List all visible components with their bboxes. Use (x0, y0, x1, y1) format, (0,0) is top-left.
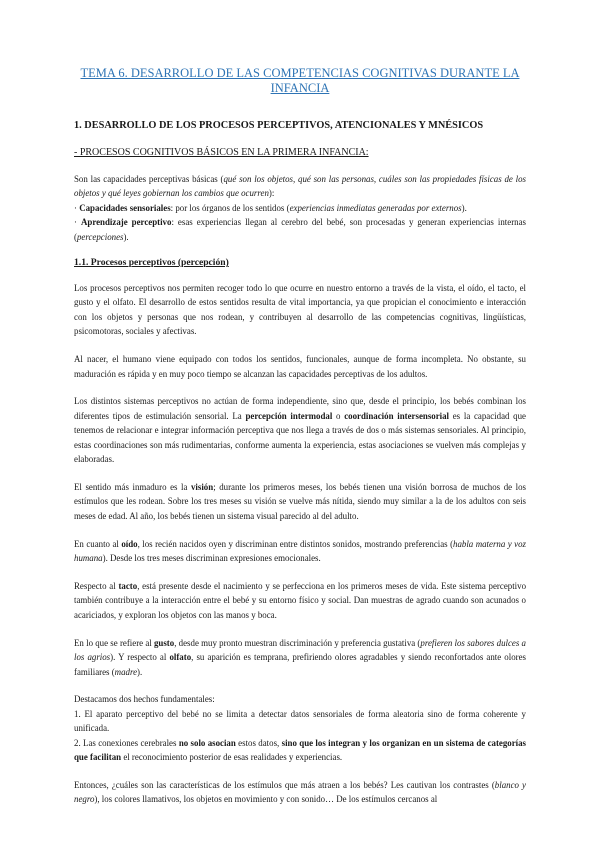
bullet-marker: · (74, 202, 80, 213)
bullet-text: : esas experiencias llegan al cerebro del bebé, son procesadas y generan experiencias internas ( (74, 217, 526, 242)
text: Los distintos sistemas perceptivos no actúan de forma independiente, sino que, desde el principio, los bebés combinan los diferentes tipos de estimulación sensorial. La (74, 396, 526, 421)
paragraph-fundamental-facts (74, 692, 526, 764)
term-tacto: tacto (118, 581, 138, 592)
text: Entonces, ¿cuáles son las características de los estímulos que más atraen a los bebés? Les cautivan los contrastes ( (74, 780, 495, 790)
bullet-capacidades-sensoriales (74, 201, 526, 215)
facts-intro: Destacamos dos hechos fundamentales: (74, 694, 215, 705)
paragraph-stimuli (74, 778, 526, 807)
text: estos datos, (235, 737, 282, 748)
bullet-italic: percepciones (76, 231, 124, 242)
italic-text: habla materna y voz humana (74, 538, 526, 564)
text: Respecto al (74, 581, 119, 592)
text: ), los colores llamativos, los objetos en movimiento y con sonido… De los estímulos cercanos al (94, 794, 438, 805)
text: En cuanto al (74, 538, 122, 549)
bullet-text: : por los órganos de los sentidos ( (170, 202, 290, 213)
paragraph-hearing (74, 537, 526, 566)
term-coordinacion-intersensorial: coordinación intersensorial (344, 410, 450, 421)
italic-text: prefieren los sabores dulces a los agrios (74, 637, 526, 663)
bullet-end: ). (461, 202, 467, 213)
paragraph-at-birth: Al nacer, el humano viene equipado con todos los sentidos, funcionales, aunque de forma incompleta. No obstante, su maduración es rápida y en muy poco tiempo se alcanzan las capacidades perceptivas de los adultos. (74, 354, 526, 379)
intro-paragraph (74, 172, 526, 201)
term-capacidades-sensoriales: Capacidades sensoriales (79, 202, 171, 213)
italic-text: madre (114, 666, 138, 677)
bold-text: no solo asocian (178, 737, 236, 748)
text: ). Desde los tres meses discriminan expresiones emocionales. (102, 553, 321, 564)
text: o (332, 410, 345, 421)
text: ). Y respecto al (110, 652, 170, 663)
text: En lo que se refiere al (74, 637, 154, 648)
term-oido: oído (121, 538, 138, 549)
document-title: TEMA 6. DESARROLLO DE LAS COMPETENCIAS COGNITIVAS DURANTE LA INFANCIA (80, 66, 520, 95)
fact-item-1: 1. El aparato perceptivo del bebé no se limita a detectar datos sensoriales de forma aleatoria sino de forma coherente y unificada. (74, 708, 526, 734)
bullet-italic: experiencias inmediatas generadas por externos (289, 202, 462, 213)
text: El sentido más inmaduro es la (74, 482, 191, 492)
italic-text: blanco y negro (74, 780, 526, 805)
fact-item-2 (74, 736, 526, 765)
term-aprendizaje-perceptivo: Aprendizaje perceptivo (80, 217, 172, 228)
text: , su aparición es temprana, prefiriendo olores agradables y siendo reconfortados ante olores familiares ( (74, 652, 526, 677)
paragraph-intermodal (74, 394, 526, 466)
text: es la capacidad que tenemos de relacionar e integrar información perceptiva que nos llega a través de dos o más sistemas sensoriales. Al principio, estas coordinaciones son más rudimentarias, conforme aumenta la experiencia, estas asociaciones se vuelven más complejas y elaboradas. (74, 410, 526, 465)
bold-text: sino que los integran y los organizan en un sistema de categorías que facilitan (74, 737, 527, 763)
bullet-aprendizaje-perceptivo (74, 215, 526, 244)
section-1-heading: 1. DESARROLLO DE LOS PROCESOS PERCEPTIVOS, ATENCIONALES Y MNÉSICOS (74, 120, 484, 131)
intro-text: Son las capacidades perceptivas básicas ( (74, 174, 224, 184)
text: , los recién nacidos oyen y discriminan entre distintos sonidos, mostrando preferencias ( (137, 538, 454, 549)
text: , desde muy pronto muestran discriminación y preferencia gustativa ( (174, 637, 421, 648)
text: ; durante los primeros meses, los bebés tienen una visión borrosa de muchos de los estímulos que les rodean. Sobre los tres meses su visión se vuelve más nítida, siendo muy similar a la de los adultos con seis meses de edad. Al año, los bebés tienen un sistema visual parecido al del adulto. (74, 482, 526, 521)
subheading-basic-processes: - PROCESOS COGNITIVOS BÁSICOS EN LA PRIMERA INFANCIA: (74, 147, 369, 158)
term-vision: visión (190, 482, 214, 492)
text: ). (137, 666, 143, 677)
paragraph-taste-smell (74, 636, 526, 679)
intro-italic: qué son los objetos, qué son las personas, cuáles son las propiedades físicas de los objetos y qué leyes gobiernan los cambios que ocurren (74, 174, 526, 199)
term-gusto: gusto (153, 637, 175, 648)
text: el reconocimiento posterior de esas realidades y experiencias. (121, 752, 343, 763)
paragraph-perceptive-processes: Los procesos perceptivos nos permiten recoger todo lo que ocurre en nuestro entorno a través de la vista, el oído, el tacto, el gusto y el olfato. El desarrollo de estos sentidos resulta de vital importancia, ya que propician el conocimiento e interacción con los objetos y personas que nos rodean, y contribuyen al desarrollo de las competencias cognitivas, lingüísticas, psicomotoras, sociales y afectivas. (74, 283, 526, 337)
text: 2. Las conexiones cerebrales (74, 737, 179, 748)
bullet-end: ). (123, 231, 129, 242)
paragraph-vision (74, 480, 526, 523)
section-1-1-heading: 1.1. Procesos perceptivos (percepción) (74, 257, 229, 269)
paragraph-touch (74, 579, 526, 622)
term-percepcion-intermodal: percepción intermodal (245, 410, 333, 421)
intro-end: ): (268, 188, 275, 199)
text: , está presente desde el nacimiento y se perfecciona en los primeros meses de vida. Este sistema perceptivo también contribuye a la interacción entre el bebé y su entorno físico y social. Dan muestras de agrado cuando son acunados o acariciados, y exploran los objetos con las manos y boca. (74, 581, 527, 620)
bullet-marker: · (74, 217, 81, 228)
term-olfato: olfato (169, 652, 192, 663)
